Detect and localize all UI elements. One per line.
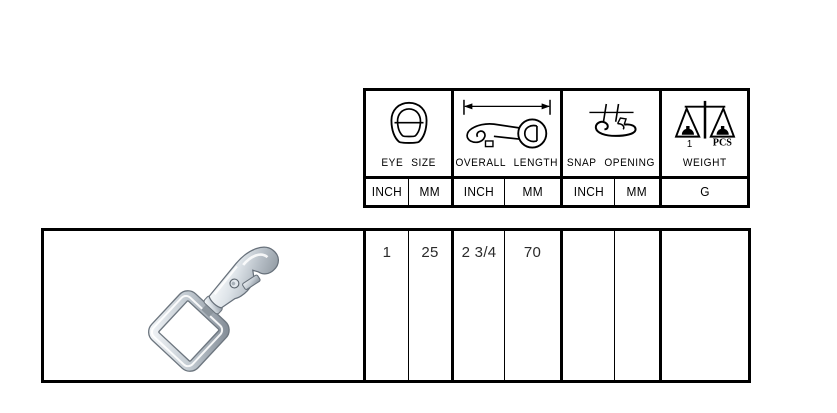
unit-snap-opening-inch: INCH xyxy=(562,178,615,207)
header-snap-opening xyxy=(562,90,661,178)
value-snap-opening-inch xyxy=(562,230,615,382)
unit-eye-size-mm: MM xyxy=(409,178,453,207)
product-table xyxy=(41,228,751,383)
value-overall-length-inch: 2 3/4 xyxy=(453,230,505,382)
column-label-eye-size: EYE SIZE xyxy=(381,157,436,169)
value-weight-g xyxy=(661,230,750,382)
weight-scale-icon xyxy=(662,91,747,157)
value-eye-size-mm: 25 xyxy=(409,230,453,382)
weight-icon-left-pan-label: 1 xyxy=(686,139,692,151)
overall-length-icon xyxy=(454,91,560,157)
unit-weight-g: G xyxy=(661,178,749,207)
value-snap-opening-mm xyxy=(615,230,661,382)
header-overall-length xyxy=(453,90,562,178)
header-eye-size xyxy=(365,90,453,178)
value-overall-length-mm: 70 xyxy=(505,230,562,382)
unit-overall-length-mm: MM xyxy=(505,178,562,207)
product-image-cell xyxy=(43,230,365,382)
unit-snap-opening-mm: MM xyxy=(615,178,661,207)
header-weight xyxy=(661,90,749,178)
unit-overall-length-inch: INCH xyxy=(453,178,505,207)
column-label-overall-length: OVERALL LENGTH xyxy=(455,157,559,169)
value-eye-size-inch: 1 xyxy=(365,230,409,382)
weight-icon-right-pan-label: PCS xyxy=(712,137,732,149)
snap-opening-icon xyxy=(563,91,659,157)
unit-eye-size-inch: INCH xyxy=(365,178,409,207)
eye-size-icon xyxy=(366,91,451,157)
column-label-snap-opening: SNAP OPENING xyxy=(566,157,656,169)
column-label-weight: WEIGHT xyxy=(682,157,727,169)
spec-header-table xyxy=(363,88,750,208)
swivel-eye-bolt-snap-hook-photo xyxy=(144,235,296,379)
